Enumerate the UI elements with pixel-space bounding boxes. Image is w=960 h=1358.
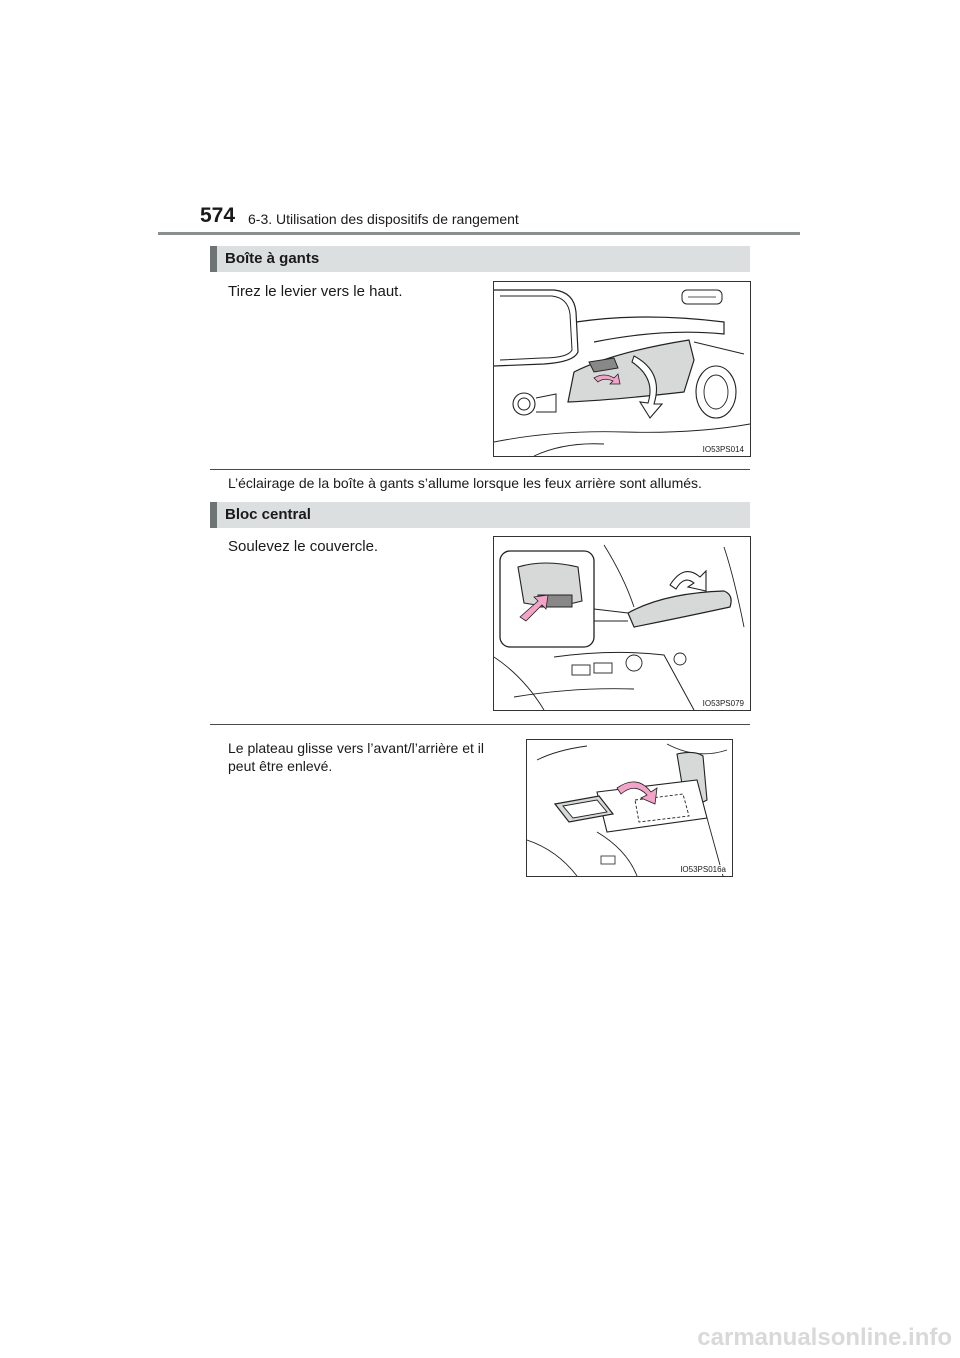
glove-box-instruction: Tirez le levier vers le haut. [228, 283, 403, 300]
chapter-title: 6-3. Utilisation des dispositifs de rangement [248, 211, 519, 227]
divider [210, 724, 750, 725]
lift-arrow-icon [670, 571, 706, 591]
divider [210, 469, 750, 470]
header-rule [158, 232, 800, 235]
glove-box-note: L’éclairage de la boîte à gants s’allume lorsque les feux arrière sont allumés. [228, 475, 702, 491]
section-title: Bloc central [225, 506, 311, 523]
section-bar-console-box [210, 502, 750, 528]
figure-code: IO53PS016a [680, 865, 726, 874]
watermark: carmanualsonline.info [697, 1324, 952, 1351]
figure-code: IO53PS079 [702, 699, 744, 708]
tray-figure [526, 739, 733, 877]
section-bar-glove-box [210, 246, 750, 272]
figure-code: IO53PS014 [702, 445, 744, 454]
glove-box-figure [493, 281, 751, 457]
console-box-figure [493, 536, 751, 711]
section-marker [210, 246, 217, 272]
page-number: 574 [200, 204, 236, 227]
console-box-instruction: Soulevez le couvercle. [228, 538, 379, 555]
section-marker [210, 502, 217, 528]
tray-note: Le plateau glisse vers l’avant/l’arrière et il peut être enlevé. [228, 740, 485, 774]
section-title: Boîte à gants [225, 250, 320, 267]
